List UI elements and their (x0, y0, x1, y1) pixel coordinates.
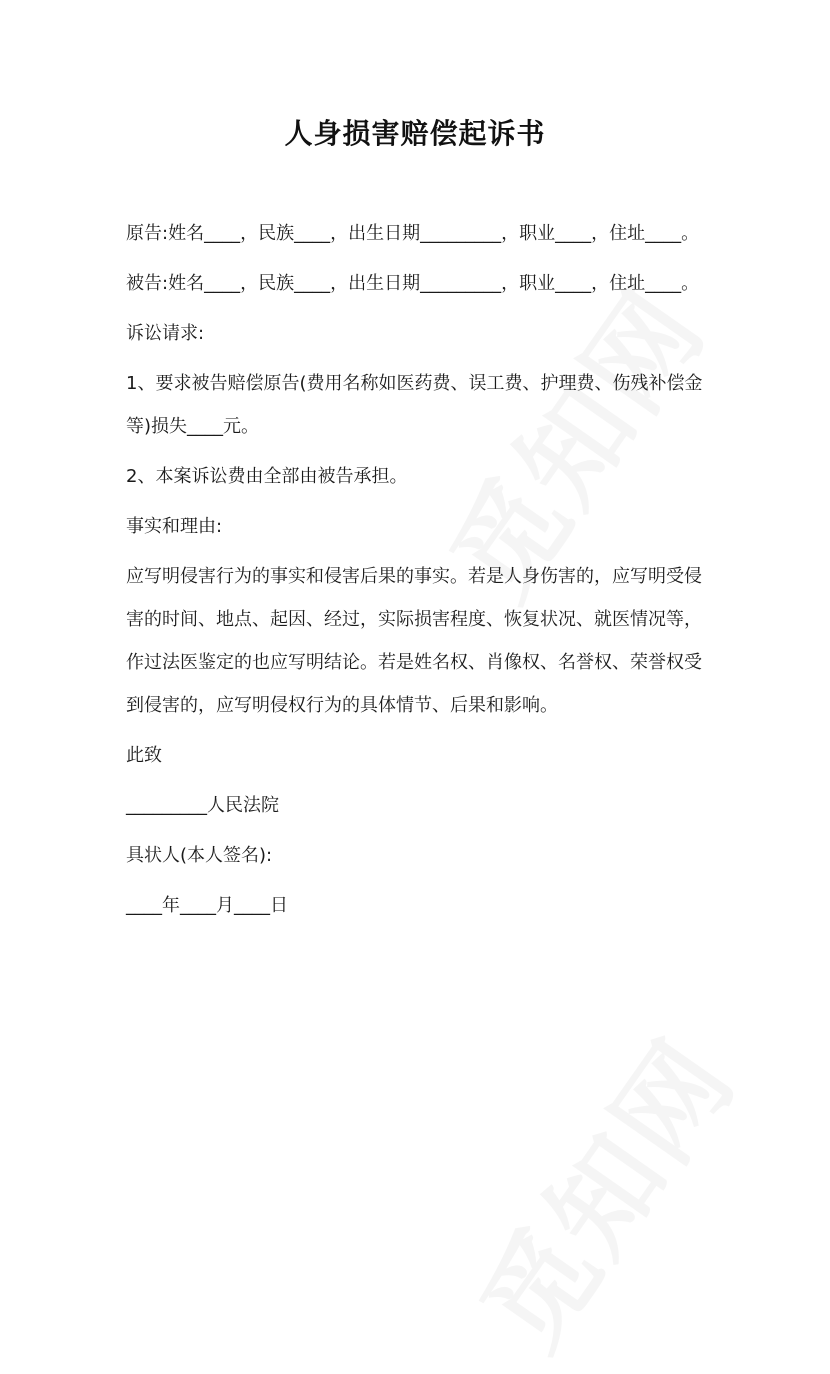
defendant-info: 被告:姓名____，民族____，出生日期_________，职业____，住址____。 (126, 273, 700, 294)
facts-body: 应写明侵害行为的事实和侵害后果的事实。若是人身伤害的，应写明受侵害的时间、地点、起因、经过，实际损害程度、恢复状况、就医情况等，作过法医鉴定的也应写明结论。若是姓名权、肖像权、名誉权、荣誉权受到侵害的，应写明侵权行为的具体情节、后果和影响。 (126, 566, 702, 716)
court-line: _________人民法院 (126, 795, 279, 816)
claim-item-2: 2、本案诉讼费由全部由被告承担。 (126, 466, 408, 487)
watermark-text-bottom (438, 1004, 764, 1374)
date-line: ____年____月____日 (126, 895, 288, 916)
document-title: 人身损害赔偿起诉书 (284, 117, 546, 150)
signature-label: 具状人(本人签名): (126, 845, 273, 866)
claims-heading: 诉讼请求: (126, 323, 205, 344)
document-body (126, 212, 716, 934)
plaintiff-info: 原告:姓名____，民族____，出生日期_________，职业____，住址____。 (126, 223, 700, 244)
salutation: 此致 (126, 745, 162, 766)
claim-item-1: 1、要求被告赔偿原告(费用名称如医药费、误工费、护理费、伤残补偿金等)损失____元。 (126, 373, 703, 437)
facts-heading: 事实和理由: (126, 516, 223, 537)
